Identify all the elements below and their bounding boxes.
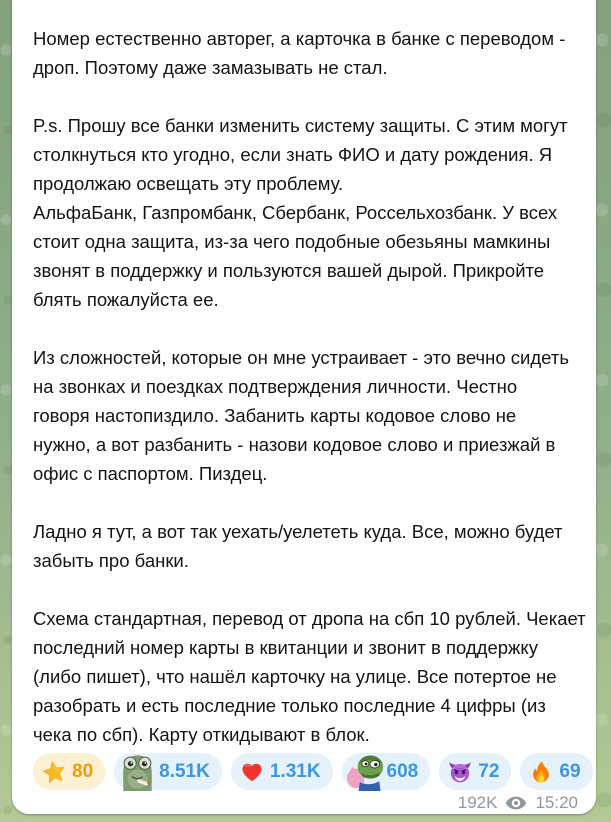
paragraph-gap (33, 575, 578, 604)
reaction-count: 72 (478, 760, 500, 782)
message-line: последний номер карты в квитанции и звонит в поддержку (33, 637, 538, 658)
message-meta (33, 793, 578, 813)
fire-icon (529, 760, 553, 784)
views-count: 192K (457, 793, 498, 812)
reactions-row (33, 753, 581, 790)
message-line: нужно, а вот разбанить - назови кодовое слово и приезжай в (33, 434, 556, 455)
paragraph-gap (33, 314, 578, 343)
toad-emoji-icon (118, 752, 157, 791)
message-line: P.s. Прошу все банки изменить систему защиты. С этим могут (33, 115, 568, 136)
heart-icon (240, 760, 264, 784)
paragraph-gap (33, 82, 578, 111)
reaction-count: 1.31K (269, 760, 321, 782)
message-line: офис с паспортом. Пиздец. (33, 463, 268, 484)
message-line: стоит одна защита, из-за чего подобные обезьяны мамкины (33, 231, 551, 252)
star-icon (42, 760, 66, 784)
reaction-count: 8.51K (159, 760, 210, 782)
reaction-heart-button[interactable] (231, 753, 333, 790)
reaction-count: 80 (72, 760, 94, 782)
message-line: Ладно я тут, а вот так уехать/уелететь куда. Все, можно будет (33, 521, 563, 542)
message-line: чека по сбп). Карту откидывают в блок. (33, 724, 370, 745)
reaction-count: 69 (559, 760, 581, 782)
paragraph-gap (33, 488, 578, 517)
message-line: на звонках и поездках подтверждения личности. Честно (33, 376, 518, 397)
message-line: АльфаБанк, Газпромбанк, Сбербанк, Россельхозбанк. У всех (33, 202, 558, 223)
pepe-emoji-icon (346, 752, 385, 791)
reaction-pepe-button[interactable] (342, 753, 431, 790)
devil-icon (448, 760, 472, 784)
reaction-devil-button[interactable] (439, 753, 511, 790)
message-line: Из сложностей, которые он мне устраивает - это вечно сидеть (33, 347, 569, 368)
message-line: продолжаю освещать эту проблему. (33, 173, 344, 194)
message-line: блять пожалуйста ее. (33, 289, 219, 310)
reaction-toad-button[interactable] (114, 753, 222, 790)
reaction-fire-button[interactable] (520, 753, 592, 790)
message-line: дроп. Поэтому даже замазывать не стал. (33, 57, 388, 78)
message-line: говоря настопиздило. Забанить карты кодовое слово не (33, 405, 517, 426)
eye-icon (505, 796, 527, 810)
reaction-star-button[interactable] (33, 753, 105, 790)
reaction-count: 608 (386, 760, 419, 782)
message-text (33, 24, 586, 749)
message-line: Схема стандартная, перевод от дропа на сбп 10 рублей. Чекает (33, 608, 586, 629)
message-line: звонят в поддержку и пользуются вашей дырой. Прикройте (33, 260, 545, 281)
message-line: разобрать и есть последние только последние 4 цифры (из (33, 695, 546, 716)
message-line: столкнуться кто угодно, если знать ФИО и дату рождения. Я (33, 144, 553, 165)
message-line: Номер естественно авторег, а карточка в банке с переводом - (33, 28, 566, 49)
message-bubble (12, 0, 596, 814)
message-time: 15:20 (535, 793, 578, 812)
message-line: (либо пишет), что нашёл карточку на улице. Все потертое не (33, 666, 557, 687)
message-line: забыть про банки. (33, 550, 189, 571)
